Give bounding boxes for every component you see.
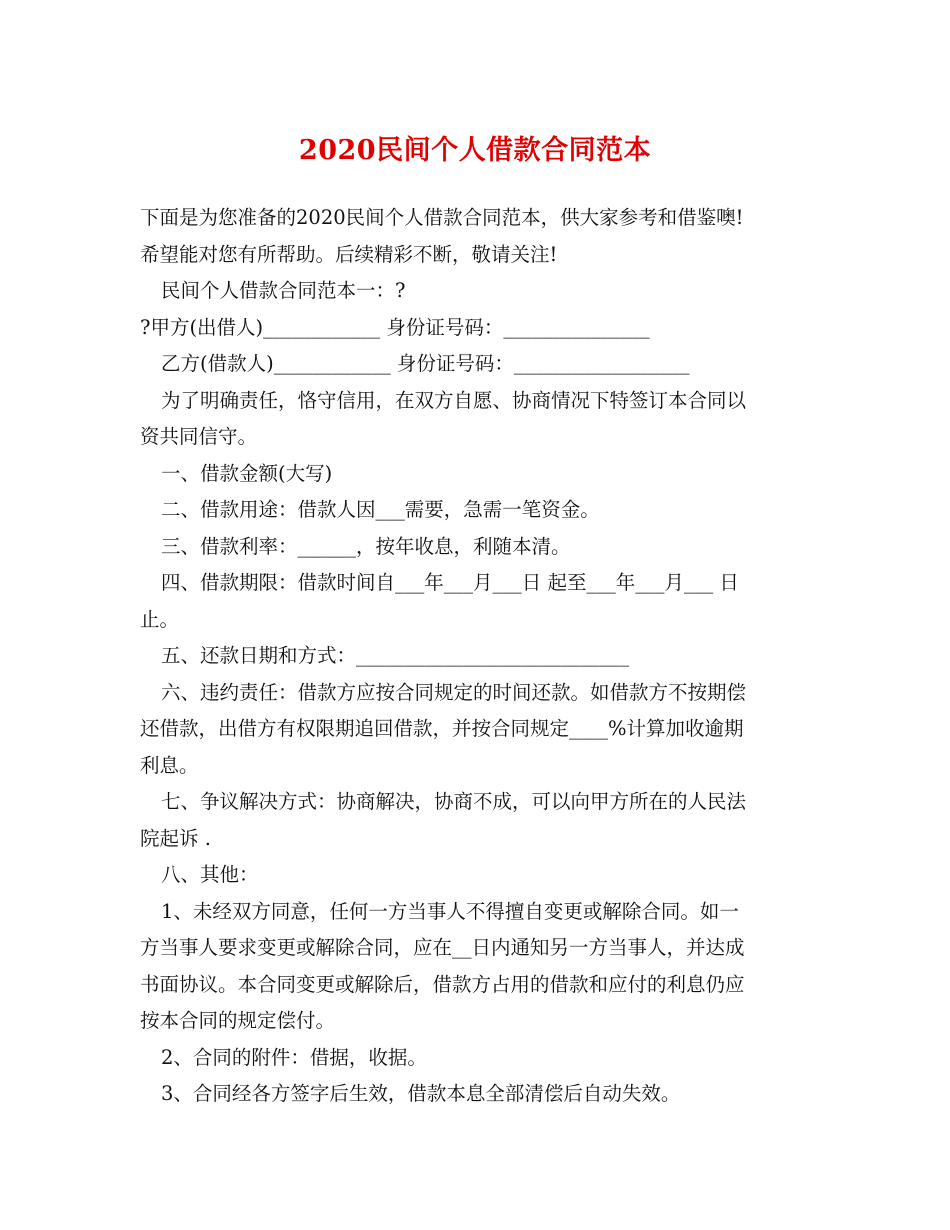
clause-8-heading: 八、其他：: [161, 863, 259, 886]
intro-line-1: 下面是为您准备的2020民间个人借款合同范本，供大家参考和借鉴噢!: [140, 206, 744, 229]
clause-4-line-2: 止。: [140, 607, 180, 631]
clause-8-item-1-line-1: 1、未经双方同意，任何一方当事人不得擅自变更或解除合同。如一: [161, 899, 739, 923]
document-body: [140, 200, 820, 1113]
clause-6-line-1: 六、违约责任：借款方应按合同规定的时间还款。如借款方不按期偿: [161, 680, 747, 704]
clause-3: 三、借款利率：______，按年收息，利随本清。: [161, 534, 571, 558]
clause-5: 五、还款日期和方式：____________________________: [161, 644, 630, 667]
clause-8-item-3: 3、合同经各方签字后生效，借款本息全部清偿后自动失效。: [161, 1082, 681, 1105]
clause-6-line-2: 还借款，出借方有权限期追回借款，并按合同规定____%计算加收逾期: [140, 717, 744, 740]
preamble-line-1: 为了明确责任，恪守信用，在双方自愿、协商情况下特签订本合同以: [161, 388, 747, 412]
clause-7-line-1: 七、争议解决方式：协商解决，协商不成，可以向甲方所在的人民法: [161, 790, 747, 813]
document-title: 2020民间个人借款合同范本: [298, 135, 652, 166]
clause-4-line-1: 四、借款期限：借款时间自___年___月___日 起至___年___月___ 日: [161, 571, 739, 594]
preamble-line-2: 资共同信守。: [140, 425, 258, 448]
clause-8-item-1-line-3: 书面协议。本合同变更或解除后，借款方占用的借款和应付的利息仍应: [140, 972, 745, 996]
clause-7-line-2: 院起诉 .: [140, 826, 211, 850]
party-b-line: 乙方(借款人)____________ 身份证号码：__________________: [161, 352, 690, 375]
clause-8-item-1-line-2: 方当事人要求变更或解除合同，应在__日内通知另一方当事人，并达成: [140, 936, 745, 959]
clause-8-item-2: 2、合同的附件：借据，收据。: [161, 1045, 427, 1069]
clause-6-line-3: 利息。: [140, 753, 199, 777]
sample-heading: 民间个人借款合同范本一：?: [161, 279, 406, 302]
clause-1: 一、借款金额(大写): [161, 461, 333, 485]
clause-8-item-1-line-4: 按本合同的规定偿付。: [140, 1009, 336, 1032]
intro-line-2: 希望能对您有所帮助。后续精彩不断，敬请关注!: [140, 242, 558, 266]
clause-2: 二、借款用途：借款人因___需要，急需一笔资金。: [161, 498, 600, 521]
party-a-line: ?甲方(出借人)____________ 身份证号码：_______________: [140, 315, 650, 339]
